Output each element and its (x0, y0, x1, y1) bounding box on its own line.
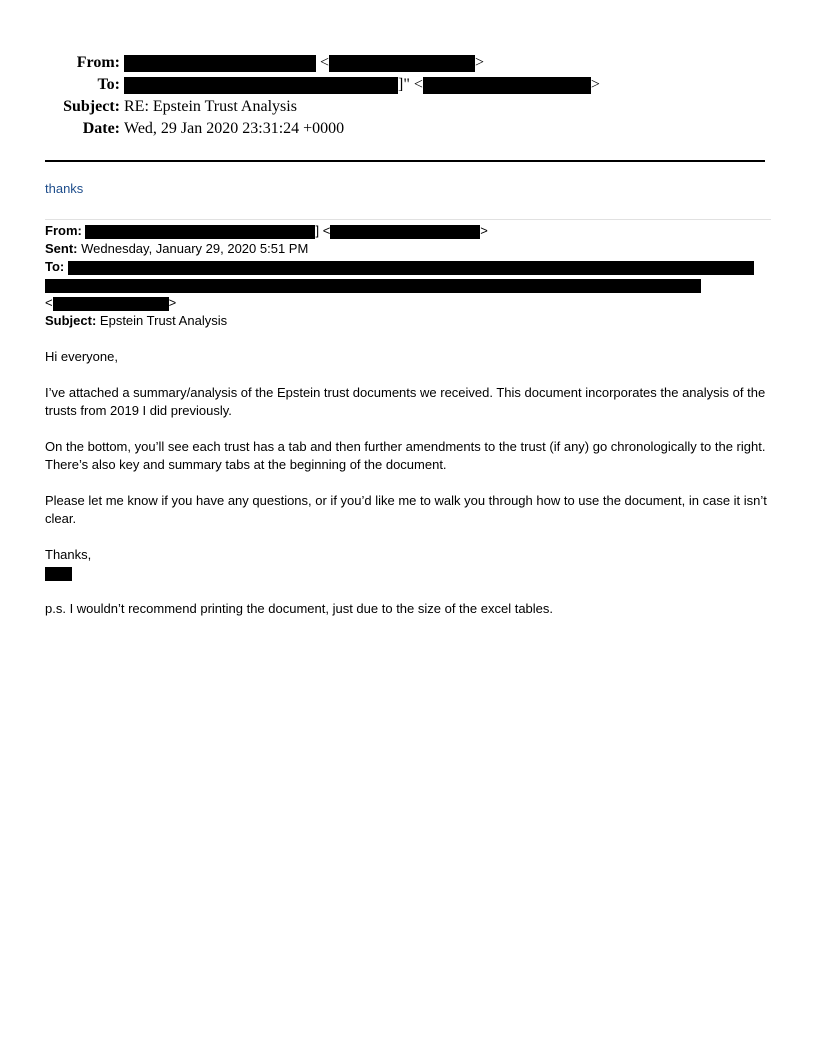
original-sent-value: Wednesday, January 29, 2020 5:51 PM (81, 241, 309, 256)
postscript: p.s. I wouldn’t recommend printing the document, just due to the size of the excel tables. (45, 601, 554, 616)
to-value (124, 74, 600, 96)
to-email-close: > (590, 76, 600, 93)
redaction-block (85, 225, 315, 239)
to-separator: ]" < (398, 76, 423, 93)
redaction-block (68, 261, 754, 275)
body-paragraph-3: Please let me know if you have any questions, or if you’d like me to walk you through how to use the document, in case it isn’t clear. (45, 493, 767, 526)
from-email-close: > (475, 54, 485, 71)
header-divider (45, 160, 765, 162)
original-to-row-continued (45, 276, 771, 294)
message-body (45, 348, 771, 636)
header-date-row (0, 118, 816, 140)
original-subject-row (45, 312, 771, 330)
original-to-row-email (45, 294, 771, 312)
original-from-label: From: (45, 223, 82, 238)
original-from-close: > (480, 223, 488, 238)
to-label: To: (97, 76, 120, 93)
original-from-row (45, 222, 771, 240)
body-paragraph-1: I’ve attached a summary/analysis of the Epstein trust documents we received. This document incorporates the analysis of the trusts from 2019 I did previously. (45, 385, 766, 418)
signature-name (45, 564, 771, 582)
closing: Thanks, (45, 547, 92, 562)
from-value (124, 52, 484, 74)
header-from-row (0, 52, 816, 74)
from-email-open: < (320, 54, 330, 71)
original-to-email-close: > (168, 295, 177, 310)
original-to-email-open: < (45, 295, 53, 310)
date-value: Wed, 29 Jan 2020 23:31:24 +0000 (124, 120, 345, 137)
quoted-divider (45, 219, 771, 220)
original-to-row (45, 258, 771, 276)
reply-text: thanks (45, 181, 84, 196)
subject-label: Subject: (63, 98, 120, 115)
redaction-block (124, 77, 398, 94)
redaction-block (124, 55, 316, 72)
original-message-header (45, 222, 771, 330)
redaction-block (330, 225, 480, 239)
original-from-separator: ] < (315, 223, 331, 238)
header-to-row (0, 74, 816, 96)
from-label: From: (76, 54, 120, 71)
header-subject-row (0, 96, 816, 118)
redaction-block (45, 567, 72, 581)
greeting: Hi everyone, (45, 349, 118, 364)
original-subject-value: Epstein Trust Analysis (99, 313, 228, 328)
redaction-block (45, 279, 701, 293)
date-label: Date: (82, 120, 120, 137)
signature-block (45, 546, 771, 582)
body-paragraph-2: On the bottom, you’ll see each trust has a tab and then further amendments to the trust (if any) go chronologically to the right. There’s also key and summary tabs at the beginning of the document. (45, 439, 766, 472)
original-sent-row (45, 240, 771, 258)
email-header (0, 52, 816, 140)
original-sent-label: Sent: (45, 241, 78, 256)
redaction-block (53, 297, 169, 311)
redaction-block (329, 55, 475, 72)
redaction-block (423, 77, 591, 94)
subject-value: RE: Epstein Trust Analysis (124, 98, 297, 115)
original-to-label: To: (45, 259, 65, 274)
original-subject-label: Subject: (45, 313, 97, 328)
